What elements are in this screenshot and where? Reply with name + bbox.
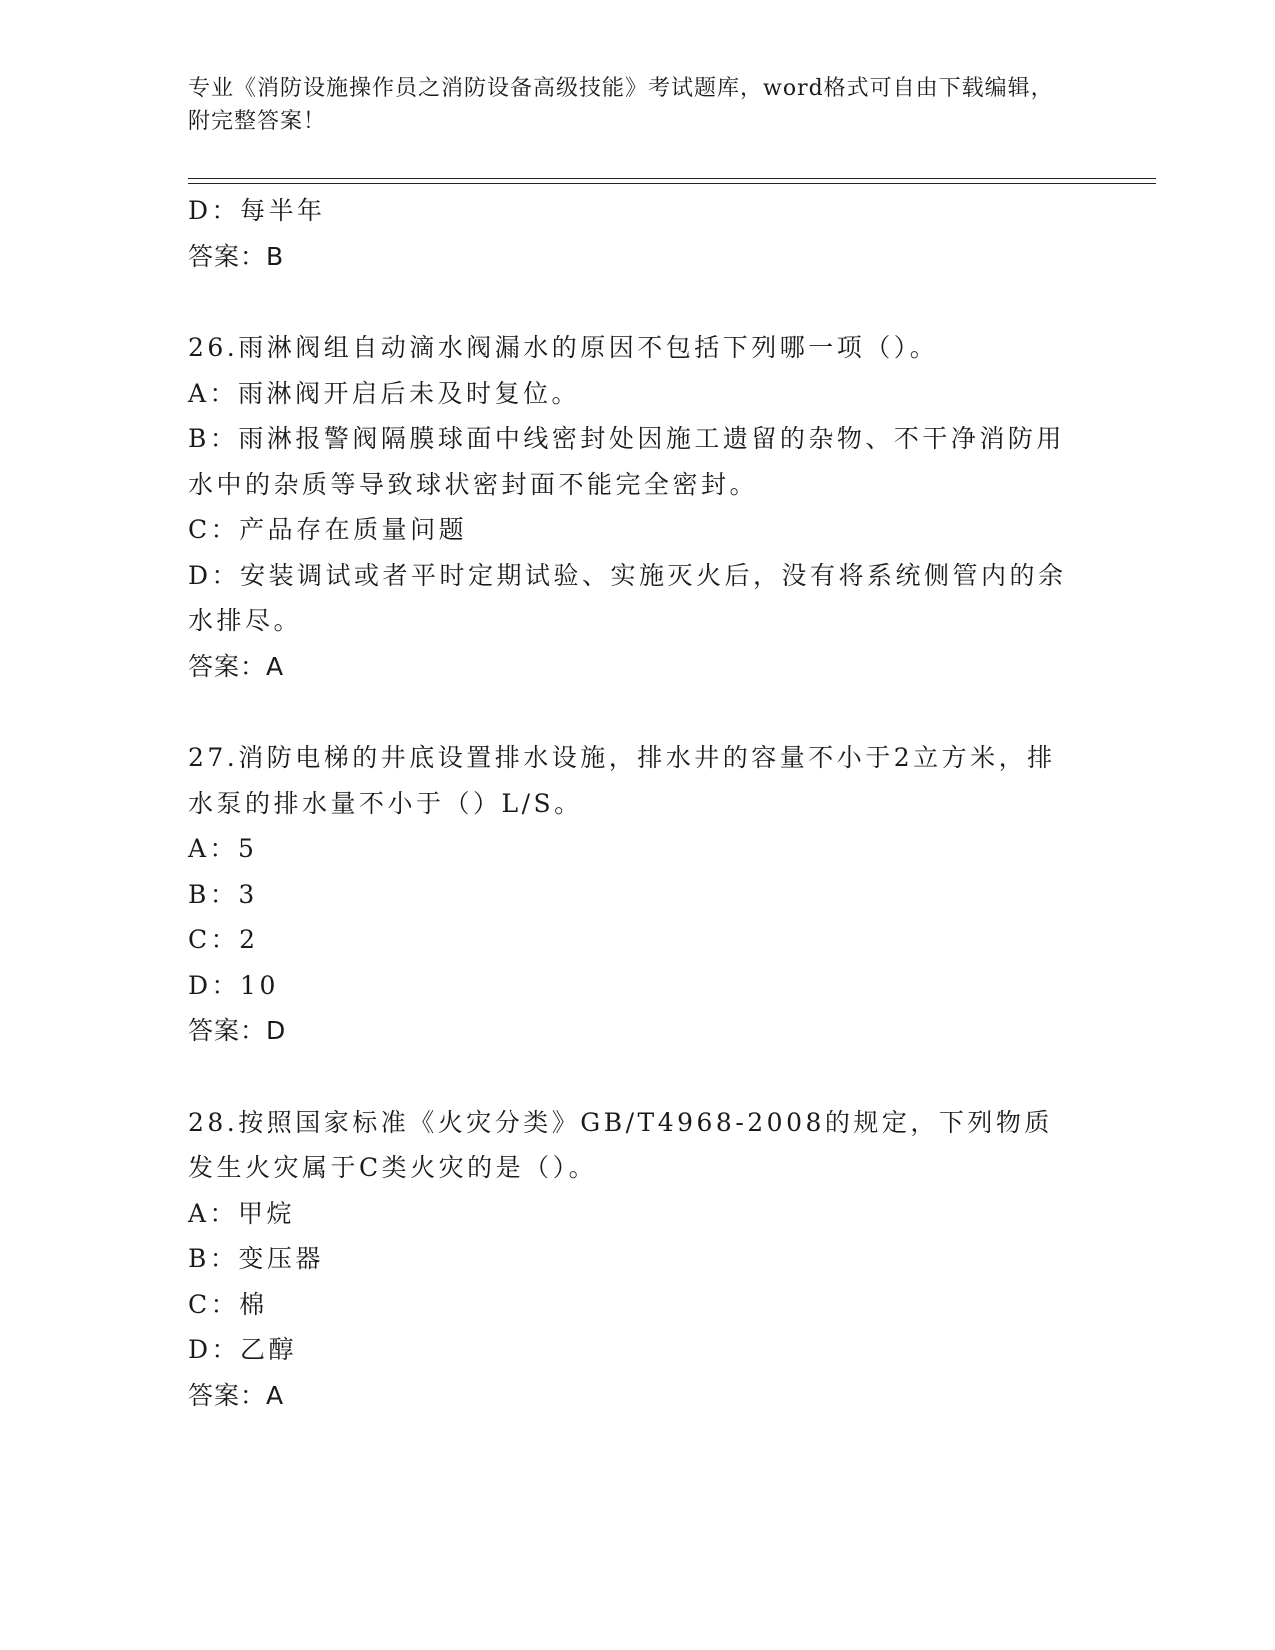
option-b: B：3	[188, 879, 258, 909]
option-a: A：甲烷	[188, 1198, 296, 1228]
header-text: 专业《消防设施操作员之消防设备高级技能》考试题库，word格式可自由下载编辑，附完整答案！	[188, 76, 1054, 134]
option-b: B：雨淋报警阀隔膜球面中线密封处因施工遗留的杂物、不干净消防用水中的杂质等导致球状密封面不能完全密封。	[188, 424, 1065, 499]
question-stem: 28.按照国家标准《火灾分类》GB/T4968-2008的规定，下列物质发生火灾属于C类火灾的是（）。	[188, 1107, 1053, 1182]
question-28	[188, 1100, 1068, 1419]
option-b: B：变压器	[188, 1244, 324, 1273]
answer: 答案：B	[188, 241, 285, 271]
header-rule-bottom	[188, 183, 1156, 184]
option-d: D：每半年	[188, 196, 326, 225]
question-26	[188, 325, 1068, 689]
option-c: C：2	[188, 925, 259, 954]
option-d: D：安装调试或者平时定期试验、实施灭火后，没有将系统侧管内的余水排尽。	[188, 560, 1067, 635]
option-c: C：产品存在质量问题	[188, 515, 468, 544]
option-a: A：5	[188, 834, 258, 863]
document-body	[188, 188, 1068, 1418]
option-a: A：雨淋阀开启后未及时复位。	[188, 378, 581, 408]
answer: 答案：A	[188, 651, 285, 681]
question-stem: 26.雨淋阀组自动滴水阀漏水的原因不包括下列哪一项（）。	[188, 333, 939, 362]
question-stem: 27.消防电梯的井底设置排水设施，排水井的容量不小于2立方米，排水泵的排水量不小于（）L/S。	[188, 743, 1056, 818]
option-d: D：乙醇	[188, 1335, 298, 1364]
answer: 答案：D	[188, 1016, 287, 1045]
option-c: C：棉	[188, 1289, 268, 1319]
header-rule-top	[188, 178, 1156, 179]
option-d: D：10	[188, 970, 279, 1000]
question-27	[188, 735, 1068, 1054]
answer: 答案：A	[188, 1380, 285, 1410]
page-header	[188, 72, 1068, 138]
